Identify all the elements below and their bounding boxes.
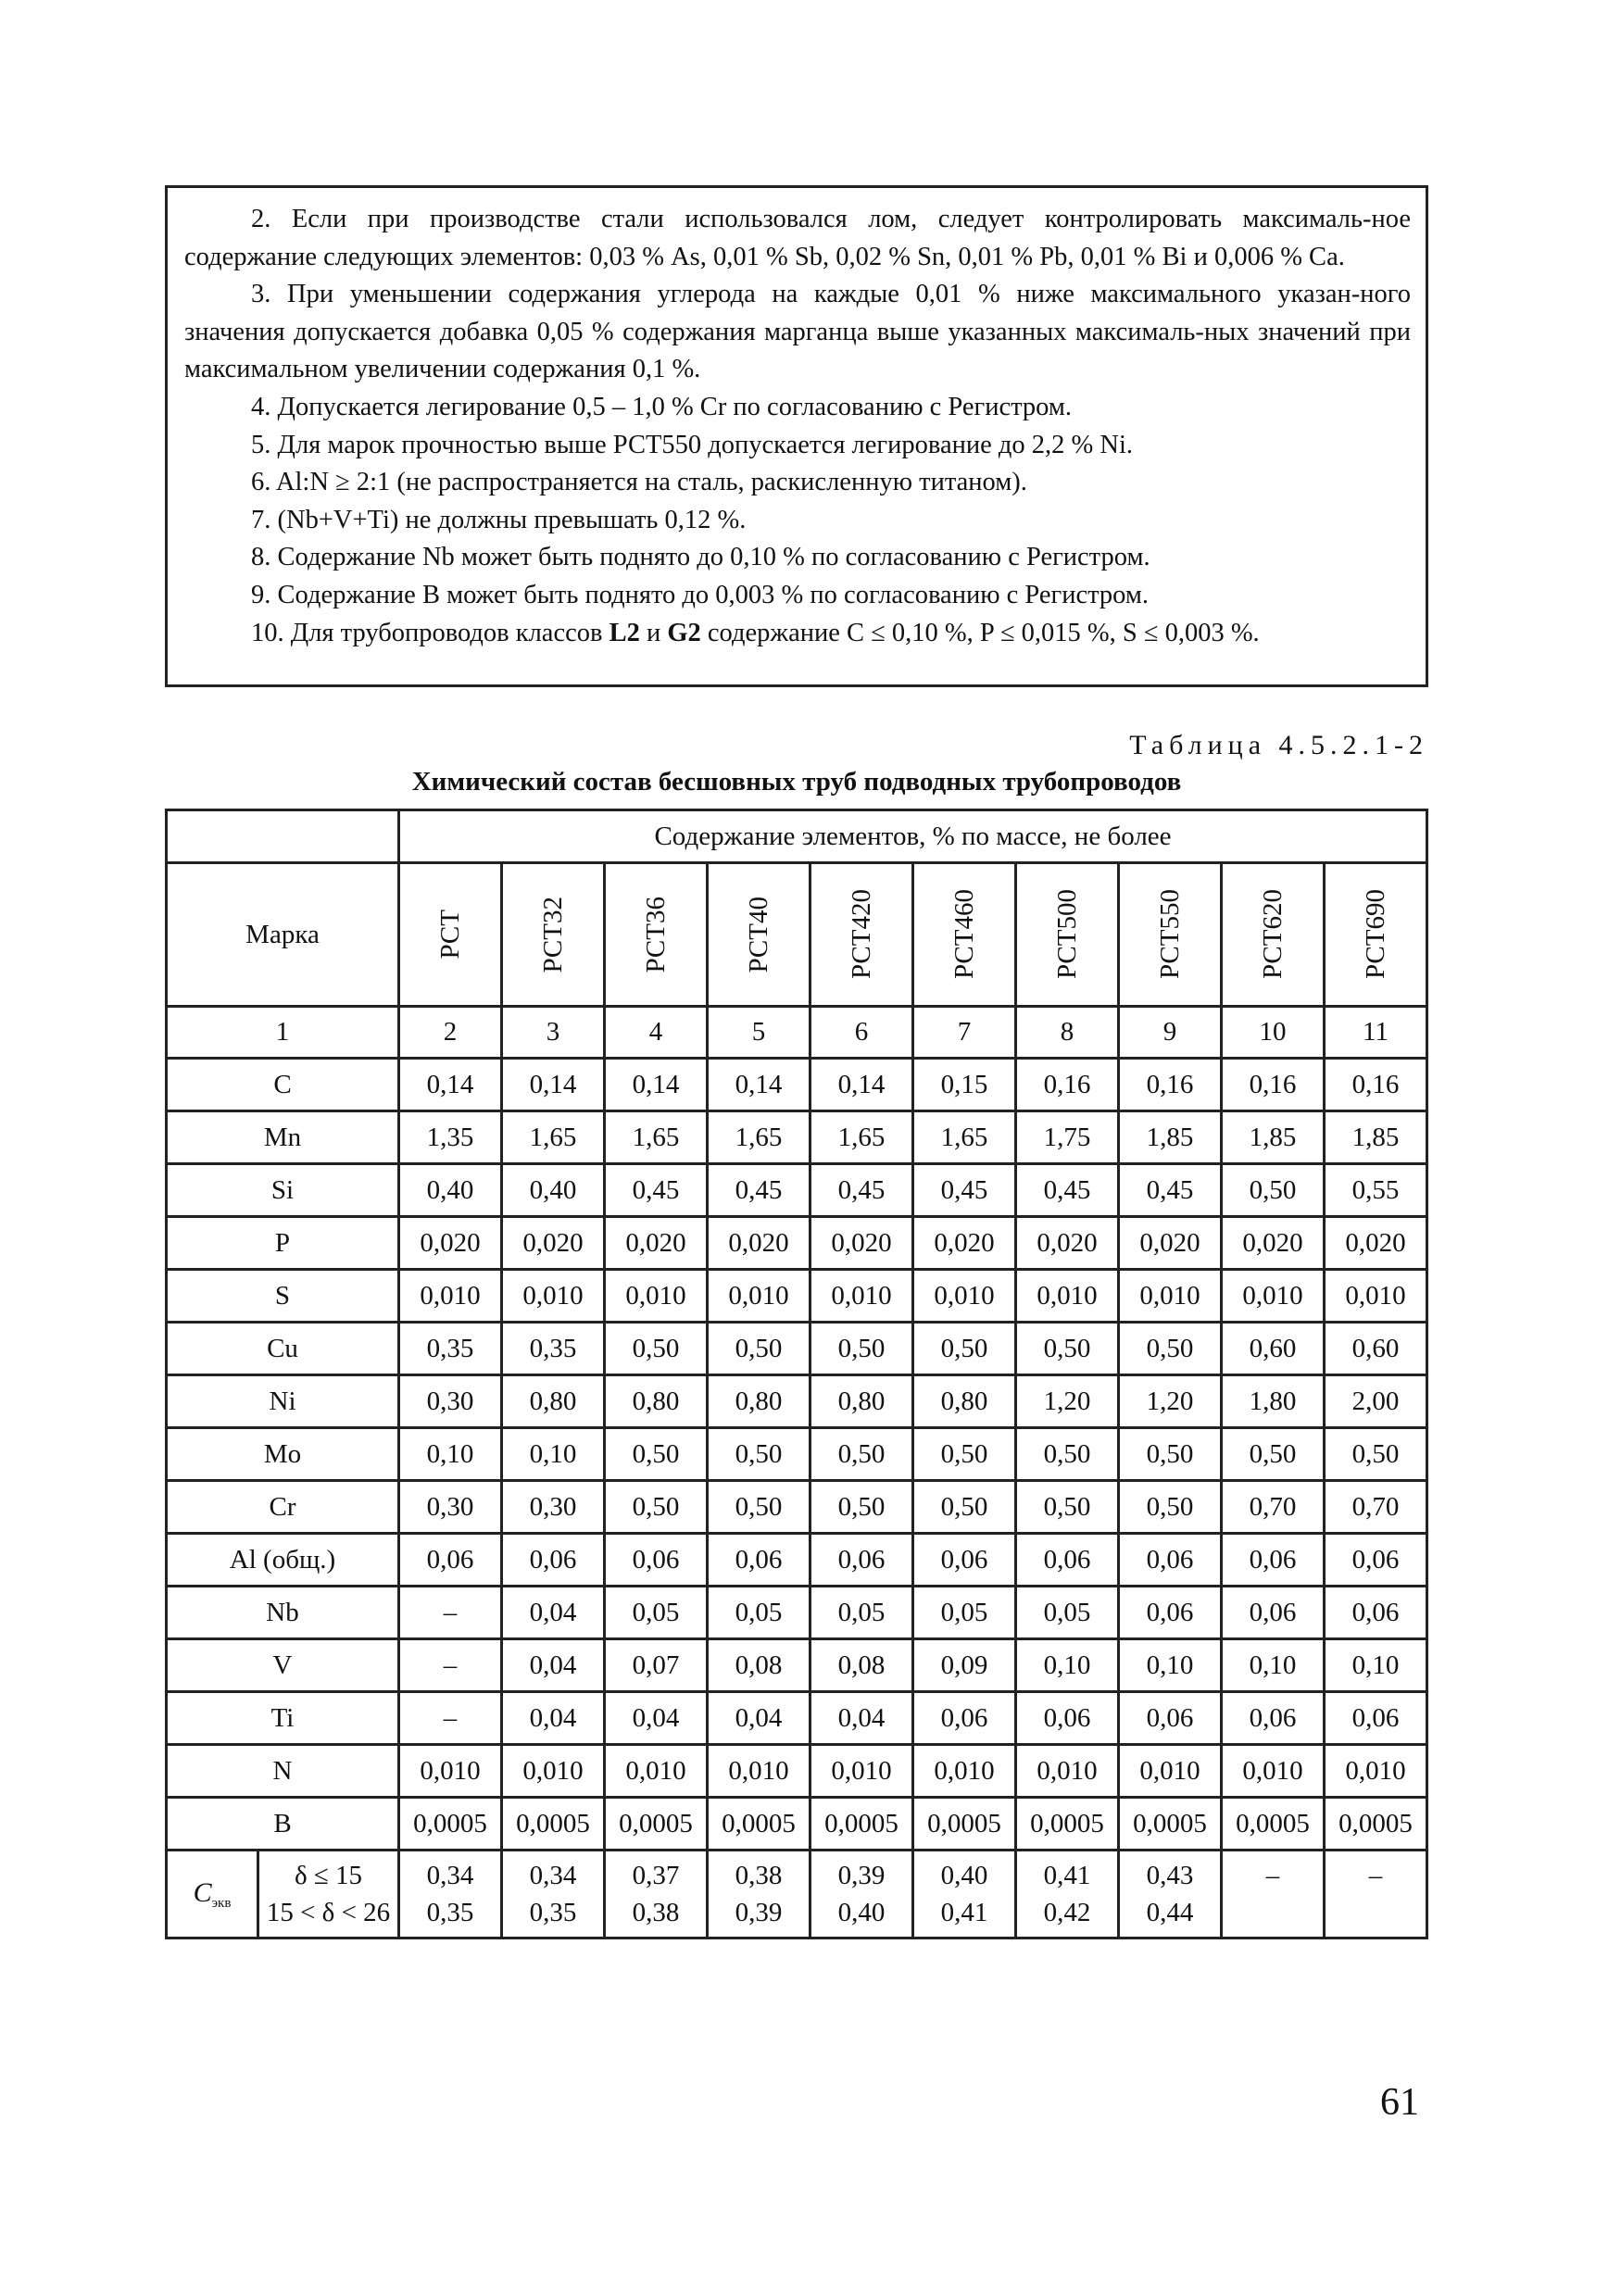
grade-label: РСТ690: [1360, 889, 1390, 980]
table-cell: 0,010: [708, 1745, 810, 1798]
table-row: [167, 1534, 1427, 1587]
table-cell: 0,0005: [1325, 1798, 1427, 1851]
table-cell: 0,010: [502, 1745, 605, 1798]
table-cell: 0,0005: [708, 1798, 810, 1851]
table-cell: 0,010: [605, 1270, 708, 1323]
table-cell: 1,65: [605, 1111, 708, 1164]
table-row: [167, 1375, 1427, 1428]
table-cell: 0,020: [810, 1217, 913, 1270]
table-row: [167, 1639, 1427, 1692]
grade-header: [810, 863, 913, 1007]
ceq-value-2: 0,38: [632, 1898, 680, 1927]
class-l2: L2: [609, 618, 640, 647]
column-number: 8: [1016, 1007, 1119, 1059]
ceq-value-1: 0,34: [426, 1861, 474, 1890]
table-cell: 0,010: [399, 1745, 502, 1798]
table-cell: 0,60: [1325, 1323, 1427, 1375]
table-cell: 0,50: [1119, 1481, 1222, 1534]
table-cell: 0,020: [399, 1217, 502, 1270]
column-number-row: [167, 1007, 1427, 1059]
ceq-cell: [502, 1851, 605, 1938]
table-cell: 0,50: [913, 1323, 1016, 1375]
grade-label: РСТ420: [846, 889, 876, 980]
grade-label: РСТ500: [1051, 889, 1082, 980]
table-cell: 1,35: [399, 1111, 502, 1164]
table-cell: 0,020: [605, 1217, 708, 1270]
table-cell: 1,85: [1119, 1111, 1222, 1164]
table-cell: –: [399, 1692, 502, 1745]
table-cell: 1,75: [1016, 1111, 1119, 1164]
table-cell: 0,06: [913, 1534, 1016, 1587]
table-cell: 0,0005: [502, 1798, 605, 1851]
table-cell: 0,45: [1016, 1164, 1119, 1217]
table-cell: 0,010: [1222, 1270, 1325, 1323]
header-group-label: Содержание элементов, % по массе, не более: [399, 810, 1427, 863]
ceq-condition-2: 15 < δ < 26: [266, 1898, 391, 1927]
table-cell: 0,010: [810, 1270, 913, 1323]
table-cell: 0,50: [1119, 1323, 1222, 1375]
column-number: 9: [1119, 1007, 1222, 1059]
table-cell: 0,40: [502, 1164, 605, 1217]
note-10-mid: и: [639, 618, 668, 647]
table-cell: 1,85: [1222, 1111, 1325, 1164]
ceq-subscript: экв: [211, 1895, 232, 1911]
ceq-value-1: 0,39: [837, 1861, 886, 1890]
ceq-value-2: 0,41: [940, 1898, 988, 1927]
table-cell: 0,14: [708, 1059, 810, 1111]
ceq-value-2: 0,39: [735, 1898, 783, 1927]
grade-header: [1222, 863, 1325, 1007]
table-cell: 0,14: [399, 1059, 502, 1111]
ceq-symbol: C: [193, 1876, 212, 1908]
ceq-cell: [708, 1851, 810, 1938]
element-name: B: [167, 1798, 399, 1851]
table-cell: 0,020: [502, 1217, 605, 1270]
table-cell: 0,14: [502, 1059, 605, 1111]
table-cell: 0,04: [502, 1639, 605, 1692]
table-cell: 0,80: [810, 1375, 913, 1428]
ceq-value-1: 0,38: [735, 1861, 783, 1890]
table-cell: 0,16: [1119, 1059, 1222, 1111]
table-cell: 0,010: [708, 1270, 810, 1323]
note-paragraph: 5. Для марок прочностью выше РСТ550 допускается легирование до 2,2 % Ni.: [251, 430, 1133, 459]
table-cell: 2,00: [1325, 1375, 1427, 1428]
table-cell: 0,10: [1119, 1639, 1222, 1692]
ceq-conditions: [258, 1851, 399, 1938]
table-cell: 0,0005: [1016, 1798, 1119, 1851]
ceq-cell: [605, 1851, 708, 1938]
table-cell: 0,10: [1325, 1639, 1427, 1692]
ceq-value-1: 0,40: [940, 1861, 988, 1890]
ceq-cell: [1222, 1851, 1325, 1938]
table-cell: 0,0005: [913, 1798, 1016, 1851]
grade-label: РСТ: [434, 910, 465, 960]
table-cell: 0,0005: [1119, 1798, 1222, 1851]
element-name: S: [167, 1270, 399, 1323]
mark-label: Марка: [167, 863, 399, 1007]
table-cell: 0,0005: [1222, 1798, 1325, 1851]
table-cell: 0,09: [913, 1639, 1016, 1692]
column-number: 3: [502, 1007, 605, 1059]
column-number: 2: [399, 1007, 502, 1059]
table-cell: 0,06: [1119, 1587, 1222, 1639]
table-cell: 0,50: [1325, 1428, 1427, 1481]
ceq-value-1: –: [1265, 1861, 1280, 1890]
grade-label: РСТ40: [743, 896, 773, 973]
column-number: 10: [1222, 1007, 1325, 1059]
table-number: Таблица 4.5.2.1-2: [1129, 730, 1428, 760]
table-cell: 0,10: [399, 1428, 502, 1481]
grade-label: РСТ32: [537, 896, 568, 973]
table-cell: 0,45: [913, 1164, 1016, 1217]
grade-header: [399, 863, 502, 1007]
note-paragraph: 2. Если при производстве стали использовался лом, следует контролировать максималь-ное содержание следующих элементов: 0,03 % As, 0,01 % Sb, 0,02 % Sn, 0,01 % Pb, 0,01 % Bi и 0,006 % Ca.: [184, 205, 1411, 271]
element-name: Ni: [167, 1375, 399, 1428]
table-cell: 0,50: [708, 1481, 810, 1534]
header-blank: [167, 810, 399, 863]
table-cell: 0,06: [1325, 1692, 1427, 1745]
table-cell: 0,35: [399, 1323, 502, 1375]
table-cell: 0,05: [1016, 1587, 1119, 1639]
ceq-value-1: –: [1368, 1861, 1383, 1890]
ceq-cell: [399, 1851, 502, 1938]
table-cell: 0,06: [810, 1534, 913, 1587]
table-row: [167, 1059, 1427, 1111]
note-paragraph: 3. При уменьшении содержания углерода на каждые 0,01 % ниже максимального указан-ного значения допускается добавка 0,05 % содержания марганца выше указанных максималь-ных значений при максимальном увеличении содержания 0,1 %.: [184, 280, 1411, 384]
ceq-value-2: 0,35: [426, 1898, 474, 1927]
table-cell: 0,020: [1222, 1217, 1325, 1270]
grade-header: [913, 863, 1016, 1007]
header-row-grades: [167, 863, 1427, 1007]
table-row: [167, 1217, 1427, 1270]
table-row: [167, 1164, 1427, 1217]
table-cell: 0,04: [502, 1587, 605, 1639]
table-cell: 1,65: [810, 1111, 913, 1164]
table-row: [167, 1270, 1427, 1323]
table-cell: 0,50: [1119, 1428, 1222, 1481]
element-name: Ti: [167, 1692, 399, 1745]
element-name: Nb: [167, 1587, 399, 1639]
note-paragraph-10: [184, 615, 1411, 653]
table-cell: 0,020: [1325, 1217, 1427, 1270]
ceq-value-2: 0,42: [1043, 1898, 1091, 1927]
column-number: 7: [913, 1007, 1016, 1059]
table-cell: 0,010: [810, 1745, 913, 1798]
table-cell: 0,05: [708, 1587, 810, 1639]
ceq-value-2: 0,44: [1146, 1898, 1194, 1927]
table-cell: 0,08: [810, 1639, 913, 1692]
table-cell: 0,45: [605, 1164, 708, 1217]
ceq-cell: [1119, 1851, 1222, 1938]
table-cell: 0,70: [1222, 1481, 1325, 1534]
table-cell: 0,04: [502, 1692, 605, 1745]
table-cell: 0,60: [1222, 1323, 1325, 1375]
table-title: Химический состав бесшовных труб подводных трубопроводов: [411, 767, 1182, 797]
table-cell: 0,010: [913, 1270, 1016, 1323]
table-cell: 0,10: [1016, 1639, 1119, 1692]
grade-label: РСТ550: [1154, 889, 1185, 980]
note-paragraph: 7. (Nb+V+Ti) не должны превышать 0,12 %.: [251, 505, 747, 534]
element-name: Cr: [167, 1481, 399, 1534]
grade-label: РСТ620: [1257, 889, 1288, 980]
column-number: 11: [1325, 1007, 1427, 1059]
table-cell: –: [399, 1587, 502, 1639]
ceq-row: [167, 1851, 1427, 1938]
table-cell: 0,06: [1222, 1587, 1325, 1639]
table-row: [167, 1745, 1427, 1798]
grade-header: [1325, 863, 1427, 1007]
table-cell: 0,50: [810, 1323, 913, 1375]
table-cell: 0,30: [502, 1481, 605, 1534]
grade-label: РСТ36: [640, 896, 671, 973]
table-cell: 1,65: [708, 1111, 810, 1164]
ceq-value-1: 0,37: [632, 1861, 680, 1890]
ceq-condition-1: δ ≤ 15: [294, 1861, 363, 1890]
table-cell: 0,06: [1222, 1692, 1325, 1745]
table-cell: 0,06: [399, 1534, 502, 1587]
table-cell: 0,50: [810, 1481, 913, 1534]
element-name: V: [167, 1639, 399, 1692]
table-cell: 0,010: [1119, 1270, 1222, 1323]
table-cell: 0,80: [913, 1375, 1016, 1428]
table-cell: 0,04: [605, 1692, 708, 1745]
table-cell: 0,14: [605, 1059, 708, 1111]
table-cell: 0,020: [708, 1217, 810, 1270]
table-cell: 1,65: [913, 1111, 1016, 1164]
table-cell: 0,06: [1119, 1692, 1222, 1745]
note-10-suffix: содержание C ≤ 0,10 %, P ≤ 0,015 %, S ≤ 0,003 %.: [700, 618, 1260, 647]
table-cell: 0,04: [810, 1692, 913, 1745]
class-g2: G2: [667, 618, 701, 647]
table-cell: 0,010: [1119, 1745, 1222, 1798]
element-name: C: [167, 1059, 399, 1111]
table-cell: 0,07: [605, 1639, 708, 1692]
table-cell: 0,010: [1016, 1745, 1119, 1798]
table-cell: 0,80: [708, 1375, 810, 1428]
table-row: [167, 1587, 1427, 1639]
ceq-value-1: 0,41: [1043, 1861, 1091, 1890]
table-cell: 0,06: [1325, 1587, 1427, 1639]
grade-header: [605, 863, 708, 1007]
table-cell: 0,30: [399, 1375, 502, 1428]
column-number: 1: [167, 1007, 399, 1059]
table-cell: 0,010: [399, 1270, 502, 1323]
table-cell: 0,50: [708, 1323, 810, 1375]
table-cell: 0,50: [1016, 1428, 1119, 1481]
grade-header: [1119, 863, 1222, 1007]
element-name: P: [167, 1217, 399, 1270]
ceq-value-1: 0,43: [1146, 1861, 1194, 1890]
table-cell: 0,06: [1325, 1534, 1427, 1587]
table-cell: 1,20: [1016, 1375, 1119, 1428]
table-cell: 0,06: [1119, 1534, 1222, 1587]
table-cell: 0,010: [913, 1745, 1016, 1798]
table-cell: 0,0005: [810, 1798, 913, 1851]
table-cell: 1,20: [1119, 1375, 1222, 1428]
table-cell: 0,06: [1016, 1692, 1119, 1745]
table-cell: 0,10: [502, 1428, 605, 1481]
table-row: [167, 1111, 1427, 1164]
ceq-cell: [810, 1851, 913, 1938]
table-cell: 0,10: [1222, 1639, 1325, 1692]
table-cell: 0,010: [1016, 1270, 1119, 1323]
table-cell: 0,06: [502, 1534, 605, 1587]
grade-header: [502, 863, 605, 1007]
table-cell: 0,50: [605, 1323, 708, 1375]
table-cell: 0,06: [1222, 1534, 1325, 1587]
table-cell: 0,50: [1222, 1164, 1325, 1217]
table-cell: 0,50: [1016, 1481, 1119, 1534]
table-cell: 0,06: [605, 1534, 708, 1587]
table-cell: 0,30: [399, 1481, 502, 1534]
table-cell: 0,45: [1119, 1164, 1222, 1217]
table-cell: 0,05: [605, 1587, 708, 1639]
table-cell: 0,45: [708, 1164, 810, 1217]
grade-label: РСТ460: [949, 889, 979, 980]
table-cell: 0,45: [810, 1164, 913, 1217]
note-paragraph: 9. Содержание B может быть поднято до 0,003 % по согласованию с Регистром.: [251, 580, 1150, 609]
table-cell: 0,15: [913, 1059, 1016, 1111]
table-cell: 0,0005: [605, 1798, 708, 1851]
element-name: N: [167, 1745, 399, 1798]
table-cell: 0,05: [913, 1587, 1016, 1639]
table-row: [167, 1692, 1427, 1745]
table-cell: 0,50: [913, 1428, 1016, 1481]
table-cell: 0,50: [605, 1428, 708, 1481]
table-cell: 0,06: [708, 1534, 810, 1587]
element-name: Mo: [167, 1428, 399, 1481]
note-10-prefix: 10. Для трубопроводов классов: [251, 618, 609, 647]
ceq-symbol-cell: [167, 1851, 258, 1938]
table-cell: 0,05: [810, 1587, 913, 1639]
table-cell: 0,020: [1119, 1217, 1222, 1270]
table-cell: 0,06: [913, 1692, 1016, 1745]
note-paragraph: 4. Допускается легирование 0,5 – 1,0 % Cr по согласованию с Регистром.: [251, 392, 1073, 421]
table-cell: 0,80: [605, 1375, 708, 1428]
table-cell: 0,70: [1325, 1481, 1427, 1534]
table-cell: 0,50: [1222, 1428, 1325, 1481]
table-cell: 0,50: [1016, 1323, 1119, 1375]
ceq-cell: [1016, 1851, 1119, 1938]
chemical-composition-table: [165, 809, 1428, 1939]
table-cell: –: [399, 1639, 502, 1692]
table-cell: 0,06: [1016, 1534, 1119, 1587]
grade-header: [708, 863, 810, 1007]
table-cell: 0,50: [810, 1428, 913, 1481]
column-number: 5: [708, 1007, 810, 1059]
header-row-group: [167, 810, 1427, 863]
table-cell: 0,16: [1016, 1059, 1119, 1111]
table-cell: 0,020: [913, 1217, 1016, 1270]
ceq-value-2: 0,35: [529, 1898, 577, 1927]
table-cell: 1,65: [502, 1111, 605, 1164]
ceq-cell: [1325, 1851, 1427, 1938]
element-name: Mn: [167, 1111, 399, 1164]
element-name: Cu: [167, 1323, 399, 1375]
table-cell: 0,04: [708, 1692, 810, 1745]
notes-box: [165, 185, 1428, 687]
table-cell: 0,010: [1222, 1745, 1325, 1798]
table-row: [167, 1428, 1427, 1481]
table-cell: 0,16: [1325, 1059, 1427, 1111]
table-cell: 0,010: [605, 1745, 708, 1798]
table-cell: 0,010: [502, 1270, 605, 1323]
table-cell: 0,16: [1222, 1059, 1325, 1111]
table-cell: 0,50: [708, 1428, 810, 1481]
table-row: [167, 1798, 1427, 1851]
table-cell: 0,020: [1016, 1217, 1119, 1270]
table-cell: 0,35: [502, 1323, 605, 1375]
ceq-value-2: 0,40: [837, 1898, 886, 1927]
table-cell: 0,010: [1325, 1745, 1427, 1798]
table-cell: 1,85: [1325, 1111, 1427, 1164]
table-cell: 0,80: [502, 1375, 605, 1428]
table-row: [167, 1323, 1427, 1375]
table-cell: 0,55: [1325, 1164, 1427, 1217]
column-number: 6: [810, 1007, 913, 1059]
ceq-cell: [913, 1851, 1016, 1938]
table-cell: 1,80: [1222, 1375, 1325, 1428]
table-cell: 0,08: [708, 1639, 810, 1692]
ceq-value-1: 0,34: [529, 1861, 577, 1890]
table-cell: 0,50: [913, 1481, 1016, 1534]
table-row: [167, 1481, 1427, 1534]
note-paragraph: 6. Al:N ≥ 2:1 (не распространяется на сталь, раскисленную титаном).: [251, 468, 1027, 497]
table-cell: 0,0005: [399, 1798, 502, 1851]
column-number: 4: [605, 1007, 708, 1059]
table-cell: 0,010: [1325, 1270, 1427, 1323]
note-paragraph: 8. Содержание Nb может быть поднято до 0,10 % по согласованию с Регистром.: [251, 543, 1150, 572]
element-name: Si: [167, 1164, 399, 1217]
grade-header: [1016, 863, 1119, 1007]
table-cell: 0,50: [605, 1481, 708, 1534]
element-name: Al (общ.): [167, 1534, 399, 1587]
table-cell: 0,40: [399, 1164, 502, 1217]
table-cell: 0,14: [810, 1059, 913, 1111]
page-number: 61: [1380, 2081, 1419, 2124]
